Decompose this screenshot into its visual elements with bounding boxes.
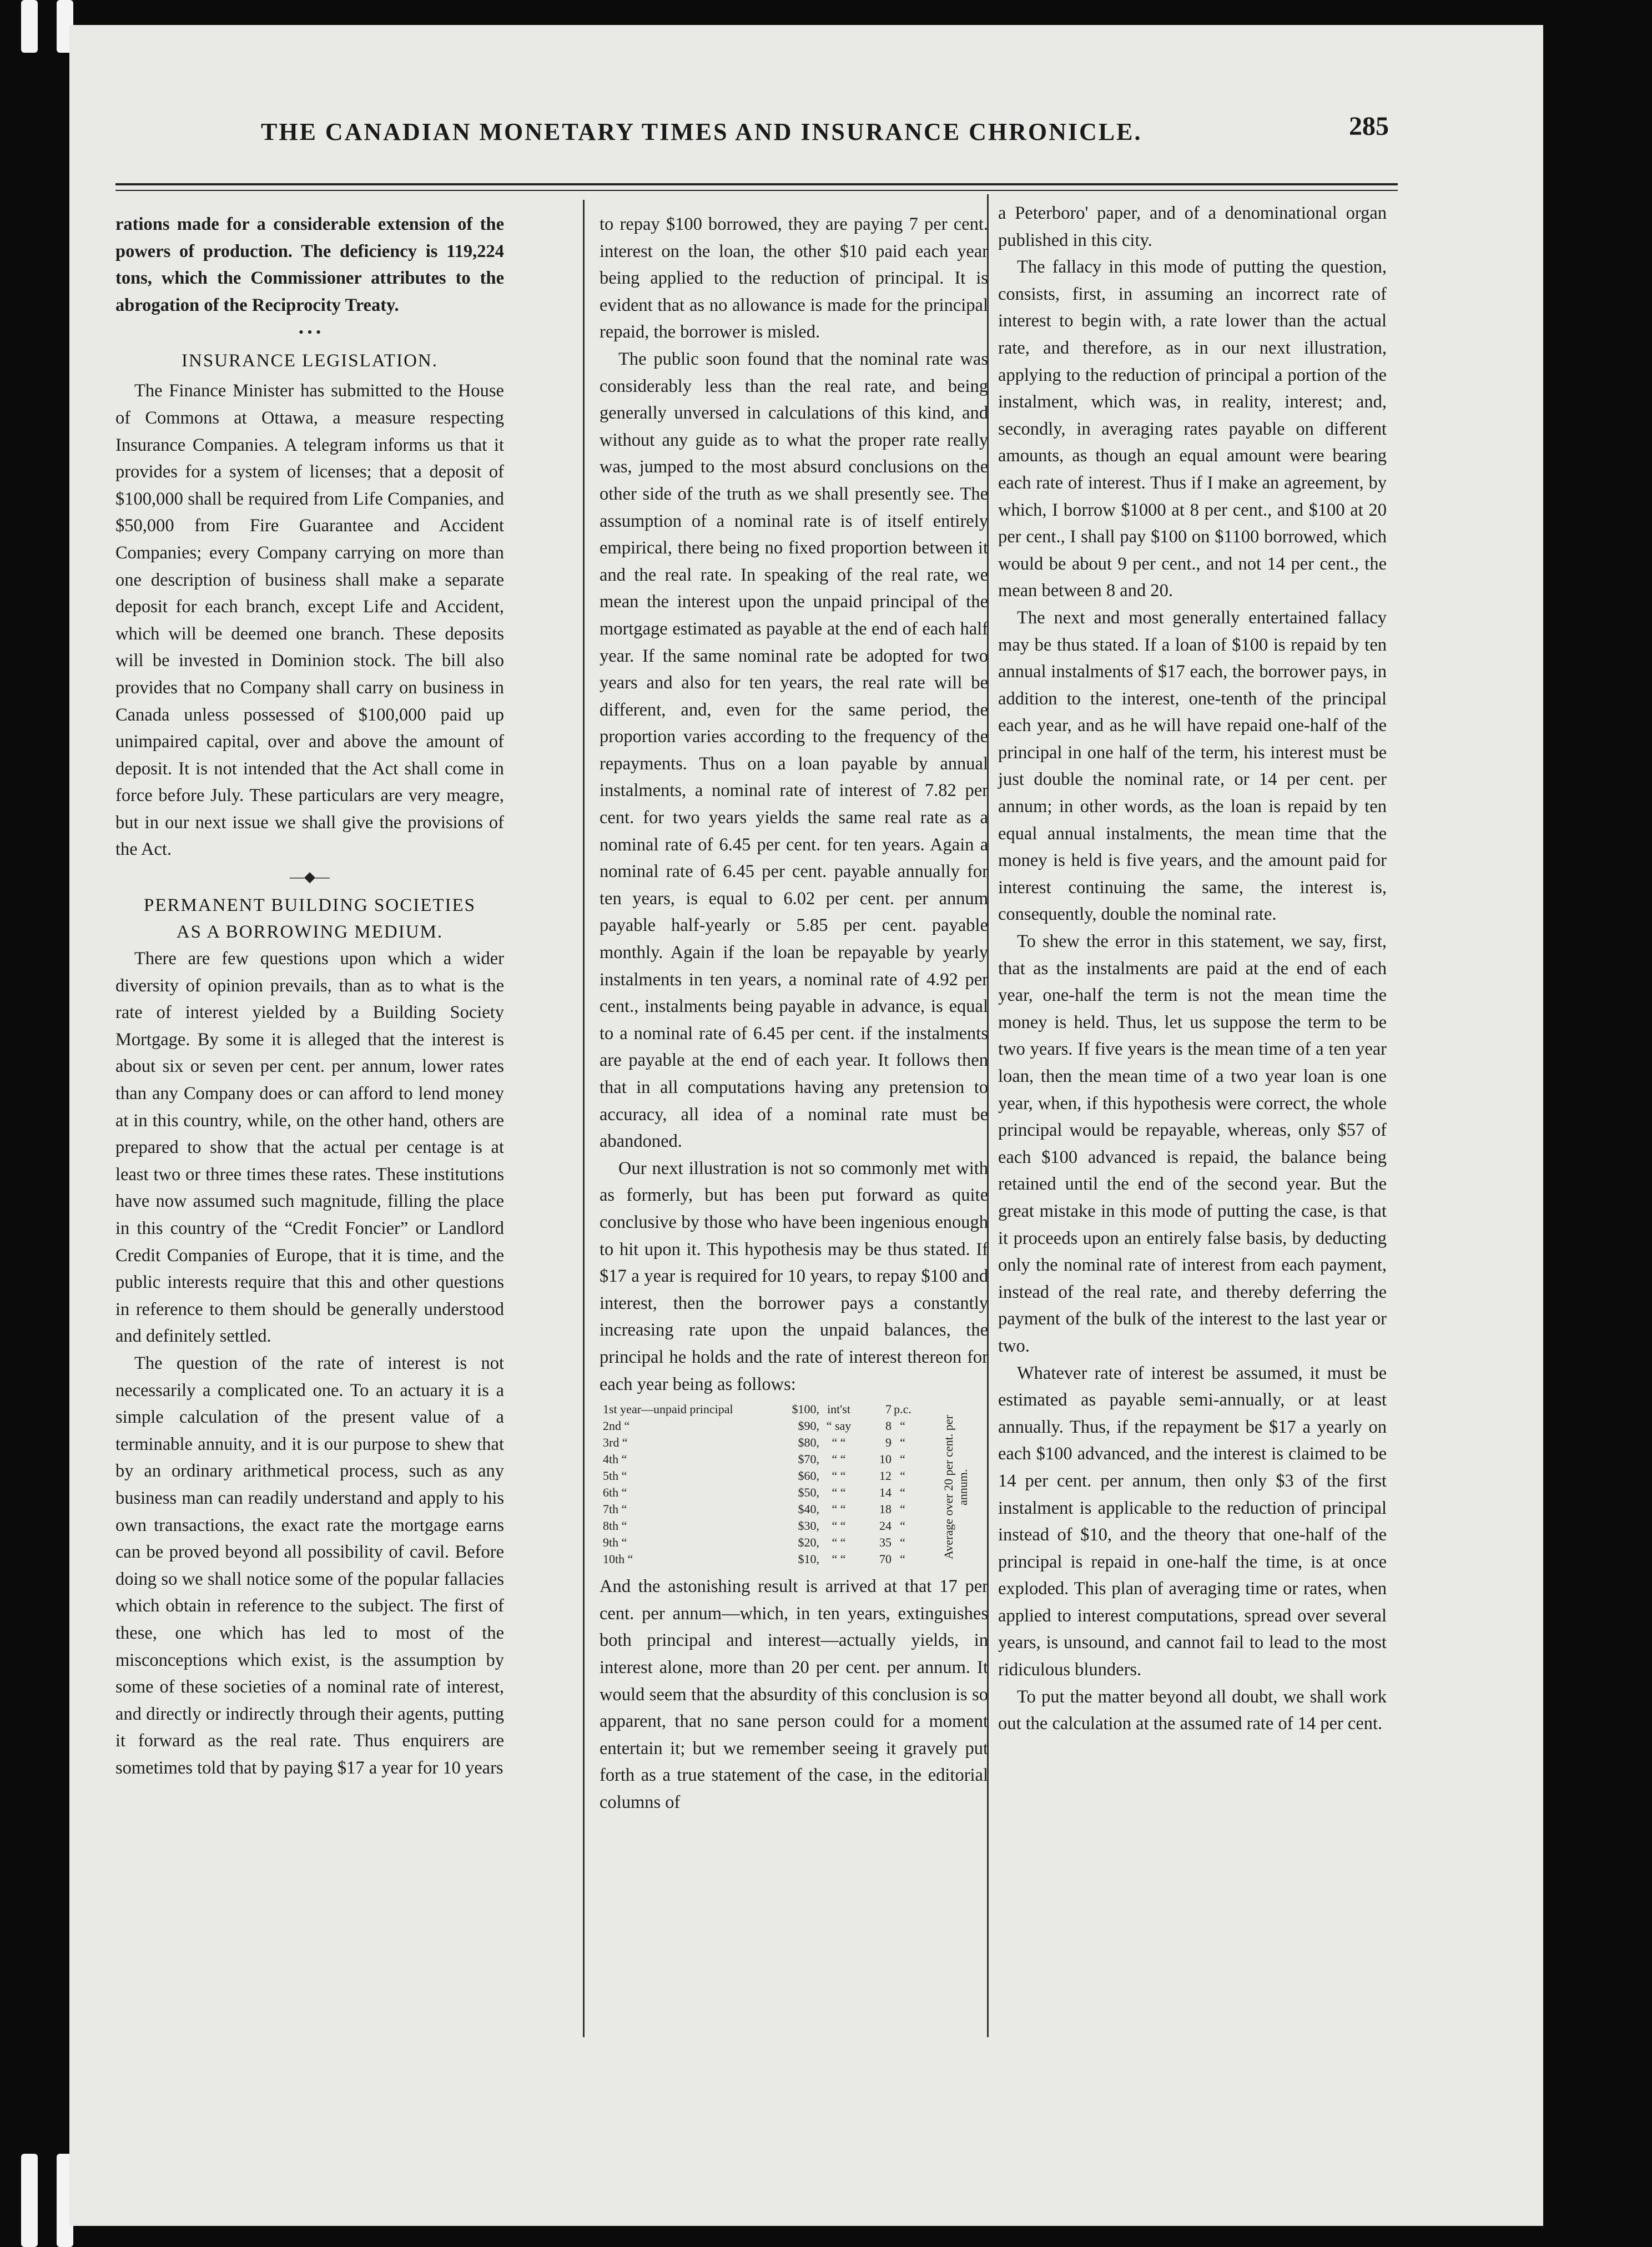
header-rule-thin <box>115 190 1398 191</box>
column-divider-1 <box>583 200 585 2037</box>
interest-table-cell-mid: “ “ <box>832 1452 846 1467</box>
heading-building-societies <box>115 892 504 945</box>
paragraph-building-1: There are few questions upon which a wider diversity of opinion prevails, than as to what is the rate of interest yielded by a Building Society Mortgage. By some it is alleged that the interest is about six or seven per cent. per annum, lower rates than any Company does or can afford to lend money at in this country, while, on the other hand, others are prepared to show that the actual per centage is at least two or three times these rates. These institutions have now assumed such magnitude, filling the place in this country of the “Credit Foncier” or Landlord Credit Companies of Europe, that it is time, and the public interests require that this and other questions in reference to them should be generally understood and definitely settled. <box>115 949 504 1347</box>
paragraph-col2-1: to repay $100 borrowed, they are paying 7 per cent. interest on the loan, the other $10 paid each year being applied to the reduction of principal. It is evident that as no allowance is made for the principal repaid, the borrower is misled. <box>600 214 988 342</box>
interest-table-cell-amt: $30, <box>798 1519 819 1533</box>
scan-border-right <box>1565 0 1652 2247</box>
interest-table-cell-pct: 18 <box>879 1502 892 1517</box>
interest-table-row <box>603 1484 980 1501</box>
paragraph-col3-4: To shew the error in this statement, we say, first, that as the instalments are paid at the end of each year, one-half the term is not the mean time the money is held. Thus, let us suppose the term to be two years. If five years is the mean time of a ten year loan, then the mean time of a two year loan is one year, when, if this hypothesis were correct, the whole principal would be repayable, whereas, only $57 of each $100 advanced is repaid, the balance being retained until the end of the second year. But the great mistake in this mode of putting the case, is that it proceeds upon an entirely false basis, by deducting only the nominal rate of interest from each payment, instead of the real rate, and thereby deferring the payment of the bulk of the interest to the last year or two. <box>998 931 1387 1356</box>
section-ornament-2: —◆— <box>290 869 330 885</box>
heading-insurance-legislation: INSURANCE LEGISLATION. <box>182 351 438 371</box>
film-mark-bottom-left <box>21 2154 38 2247</box>
interest-table-row <box>603 1501 980 1518</box>
interest-table-cell-year: 1st year—unpaid principal <box>603 1402 733 1417</box>
interest-table-cell-amt: $50, <box>798 1485 819 1500</box>
paragraph-col3-5: Whatever rate of interest be assumed, it must be estimated as payable semi-annually, or at least annually. Thus, if the repayment be $17 a yearly on each $100 advanced, and the interest is claimed to be 14 per cent. per annum, then only $3 of the first instalment is applicable to the reduction of principal instead of $10, and the theory that one-half of the principal is repaid in one-half the time, is at once exploded. This plan of averaging time or rates, when applied to interest computations, spread over several years, is unsound, and cannot fail to lead to the most ridiculous blunders. <box>998 1363 1387 1680</box>
paragraph-col3-3: The next and most generally entertained fallacy may be thus stated. If a loan of $100 is repaid by ten annual instalments of $17 each, the borrower pays, in addition to the interest, one-tenth of the principal each year, and as he will have repaid one-half of the principal in one half of the term, his interest must be just double the nominal rate, or 14 per cent. per annum; in other words, as the loan is repaid by ten equal annual instalments, the mean time that the money is held is five years, and the amount paid for interest continuing the same, the interest is, consequently, double the nominal rate. <box>998 607 1387 925</box>
interest-table-cell-year: 7th “ <box>603 1502 627 1517</box>
masthead-title: THE CANADIAN MONETARY TIMES AND INSURANCE CHRONICLE. <box>261 118 1142 145</box>
interest-table-cell-unit: p.c. <box>894 1402 911 1417</box>
interest-table-rows <box>603 1401 980 1568</box>
interest-table-cell-year: 5th “ <box>603 1469 627 1483</box>
paragraph-insurance: The Finance Minister has submitted to the House of Commons at Ottawa, a measure respecting Insurance Companies. A telegram informs us that it provides for a system of licenses; that a deposit of $100,000 shall be required from Life Companies, and $50,000 from Fire Guarantee and Accident Companies; every Company carrying on more than one description of business shall make a separate deposit for each branch, except Life and Accident, which will be deemed one branch. These deposits will be invested in Dominion stock. The bill also provides that no Company shall carry on business in Canada unless possessed of $100,000 paid up unimpaired capital, over and above the amount of deposit. It is not intended that the Act shall come in force before July. These particulars are very meagre, but in our next issue we shall give the provisions of the Act. <box>115 381 504 860</box>
interest-table-cell-year: 4th “ <box>603 1452 627 1467</box>
interest-table-cell-year: 2nd “ <box>603 1419 630 1433</box>
interest-table-row <box>603 1434 980 1451</box>
paragraph-col2-4: And the astonishing result is arrived at that 17 per cent. per annum—which, in ten years, extinguishes both principal and interest—actually yields, in interest alone, more than 20 per cent. per annum. It would seem that the absurdity of this conclusion is so apparent, that no sane person could for a moment entertain it; but we remember seeing it gravely put forth as a true statement of the case, in the editorial columns of <box>600 1576 988 1812</box>
interest-table-cell-unit: “ <box>900 1519 905 1533</box>
interest-table-cell-pct: 9 <box>885 1435 892 1450</box>
interest-table-row <box>603 1451 980 1468</box>
interest-table-cell-mid: “ “ <box>832 1519 846 1533</box>
interest-table-cell-mid: “ say <box>826 1419 852 1433</box>
interest-table-cell-unit: “ <box>900 1452 905 1467</box>
interest-table-cell-year: 8th “ <box>603 1519 627 1533</box>
interest-table-cell-mid: “ “ <box>832 1469 846 1483</box>
interest-table-cell-amt: $90, <box>798 1419 819 1433</box>
interest-table-cell-pct: 10 <box>879 1452 892 1467</box>
interest-table-cell-pct: 7 <box>885 1402 892 1417</box>
interest-table-row <box>603 1534 980 1551</box>
interest-table-cell-unit: “ <box>900 1502 905 1517</box>
interest-table-cell-amt: $20, <box>798 1535 819 1550</box>
interest-table-cell-unit: “ <box>900 1469 905 1483</box>
interest-table-cell-unit: “ <box>900 1485 905 1500</box>
interest-table-cell-amt: $100, <box>792 1402 819 1417</box>
interest-table-cell-amt: $10, <box>798 1552 819 1566</box>
interest-table-cell-year: 10th “ <box>603 1552 633 1566</box>
paragraph-col2-3: Our next illustration is not so commonly met with as formerly, but has been put forward as quite conclusive by those who have been ingenious enough to hit upon it. This hypothesis may be thus stated. If $17 a year is required for 10 years, to repay $100 and interest, then the borrower pays a constantly increasing rate upon the unpaid balances, the principal he holds and the rate of interest thereon for each year being as follows: <box>600 1158 988 1394</box>
column-1 <box>115 211 504 1781</box>
interest-table-cell-unit: “ <box>900 1419 905 1433</box>
interest-table-cell-unit: “ <box>900 1535 905 1550</box>
paragraph-building-2: The question of the rate of interest is not necessarily a complicated one. To an actuary it is a simple calculation of the present value of a terminable annuity, and it is our purpose to shew that by an ordinary arithmetical process, such as any business man can readily understand and apply to his own transactions, the exact rate the mortgage earns can be proved beyond all possibility of cavil. Before doing so we shall notice some of the popular fallacies which obtain in reference to the subject. The first of these, one which has led to most of the misconceptions which exist, is the assumption by some of these societies of a nominal rate of interest, and directly or indirectly through their agents, putting it forward as the real rate. Thus enquirers are sometimes told that by paying $17 a year for 10 years <box>115 1353 504 1778</box>
interest-table-side-note: Average over 20 per cent. per annum. <box>941 1415 970 1560</box>
page-number: 285 <box>1349 112 1389 141</box>
header-rule <box>115 183 1398 185</box>
interest-table-cell-pct: 12 <box>879 1469 892 1483</box>
interest-table-row <box>603 1518 980 1534</box>
interest-table-cell-year: 6th “ <box>603 1485 627 1500</box>
paragraph-col3-1: a Peterboro' paper, and of a denominational organ published in this city. <box>998 203 1387 250</box>
interest-table-cell-pct: 24 <box>879 1519 892 1533</box>
interest-table-cell-mid: “ “ <box>832 1435 846 1450</box>
interest-table-row <box>603 1401 980 1418</box>
heading-building-line-1: PERMANENT BUILDING SOCIETIES <box>143 895 476 916</box>
film-mark-top-left <box>21 0 38 53</box>
interest-table-cell-unit: “ <box>900 1435 905 1450</box>
interest-table-cell-mid: “ “ <box>832 1552 846 1566</box>
section-ornament: • • • <box>298 324 321 341</box>
interest-table-cell-pct: 70 <box>879 1552 892 1566</box>
interest-table-row <box>603 1551 980 1568</box>
interest-table-cell-mid: “ “ <box>832 1485 846 1500</box>
interest-table-cell-mid: int'st <box>827 1402 850 1417</box>
heading-building-line-2: AS A BORROWING MEDIUM. <box>176 922 444 943</box>
interest-table-cell-mid: “ “ <box>832 1535 846 1550</box>
interest-table-cell-year: 3rd “ <box>603 1435 628 1450</box>
interest-table-cell-year: 9th “ <box>603 1535 627 1550</box>
interest-table-cell-amt: $40, <box>798 1502 819 1517</box>
interest-table-cell-unit: “ <box>900 1552 905 1566</box>
interest-table-row <box>603 1468 980 1484</box>
paragraph-col3-6: To put the matter beyond all doubt, we shall work out the calculation at the assumed rate of 14 per cent. <box>998 1686 1387 1734</box>
interest-table-cell-amt: $60, <box>798 1469 819 1483</box>
interest-table-cell-mid: “ “ <box>832 1502 846 1517</box>
column-3 <box>998 200 1387 1737</box>
interest-table-cell-amt: $70, <box>798 1452 819 1467</box>
interest-table-cell-pct: 14 <box>879 1485 892 1500</box>
interest-table-row <box>603 1418 980 1434</box>
interest-table <box>603 1401 980 1568</box>
interest-table-cell-pct: 35 <box>879 1535 892 1550</box>
paragraph-col2-2: The public soon found that the nominal rate was considerably less than the real rate, and being generally unversed in calculations of this kind, and without any guide as to what the proper rate really was, jumped to the most absurd conclusions on the other side of the truth as we shall presently see. The assumption of a nominal rate is of itself entirely empirical, there being no fixed proportion between it and the real rate. In speaking of the real rate, we mean the interest upon the unpaid principal of the mortgage estimated as payable at the end of each half year. If the same nominal rate be adopted for two years and also for ten years, the real rate will be different, and, even for the same period, the proportion varies according to the frequency of the repayments. Thus on a loan payable by annual instalments, a nominal rate of interest of 7.82 per cent. for two years yields the same real rate as a nominal rate of 6.45 per cent. for ten years. Again a nominal rate of 6.45 per cent. payable annually for ten years, is equal to 6.02 per cent. per annum payable half-yearly or 5.85 per cent. payable monthly. Again if the loan be repayable by yearly instalments in ten years, a nominal rate of 4.92 per cent., instalments being payable in advance, is equal to a nominal rate of 6.45 per cent. if the instalments are payable at the end of each year. It follows then that in all computations having any pretension to accuracy, all idea of a nominal rate must be abandoned. <box>600 349 988 1152</box>
interest-table-cell-amt: $80, <box>798 1435 819 1450</box>
article-intro: rations made for a considerable extension of the powers of production. The deficiency is 119,224 tons, which the Commissioner attributes to the abrogation of the Reciprocity Treaty. <box>115 214 504 315</box>
interest-table-cell-pct: 8 <box>885 1419 892 1433</box>
column-2 <box>600 211 988 1816</box>
paragraph-col3-2: The fallacy in this mode of putting the question, consists, first, in assuming an incorrect rate of interest to begin with, a rate lower than the actual rate, and therefore, as in our next illustration, applying to the reduction of principal a portion of the instalment, which was, in reality, interest; and, secondly, in averaging rates payable on different amounts, as though an equal amount were bearing each rate of interest. Thus if I make an agreement, by which, I borrow $1000 at 8 per cent., and $100 at 20 per cent., I shall pay $100 on $1100 borrowed, which would be about 9 per cent., and not 14 per cent., the mean between 8 and 20. <box>998 257 1387 601</box>
